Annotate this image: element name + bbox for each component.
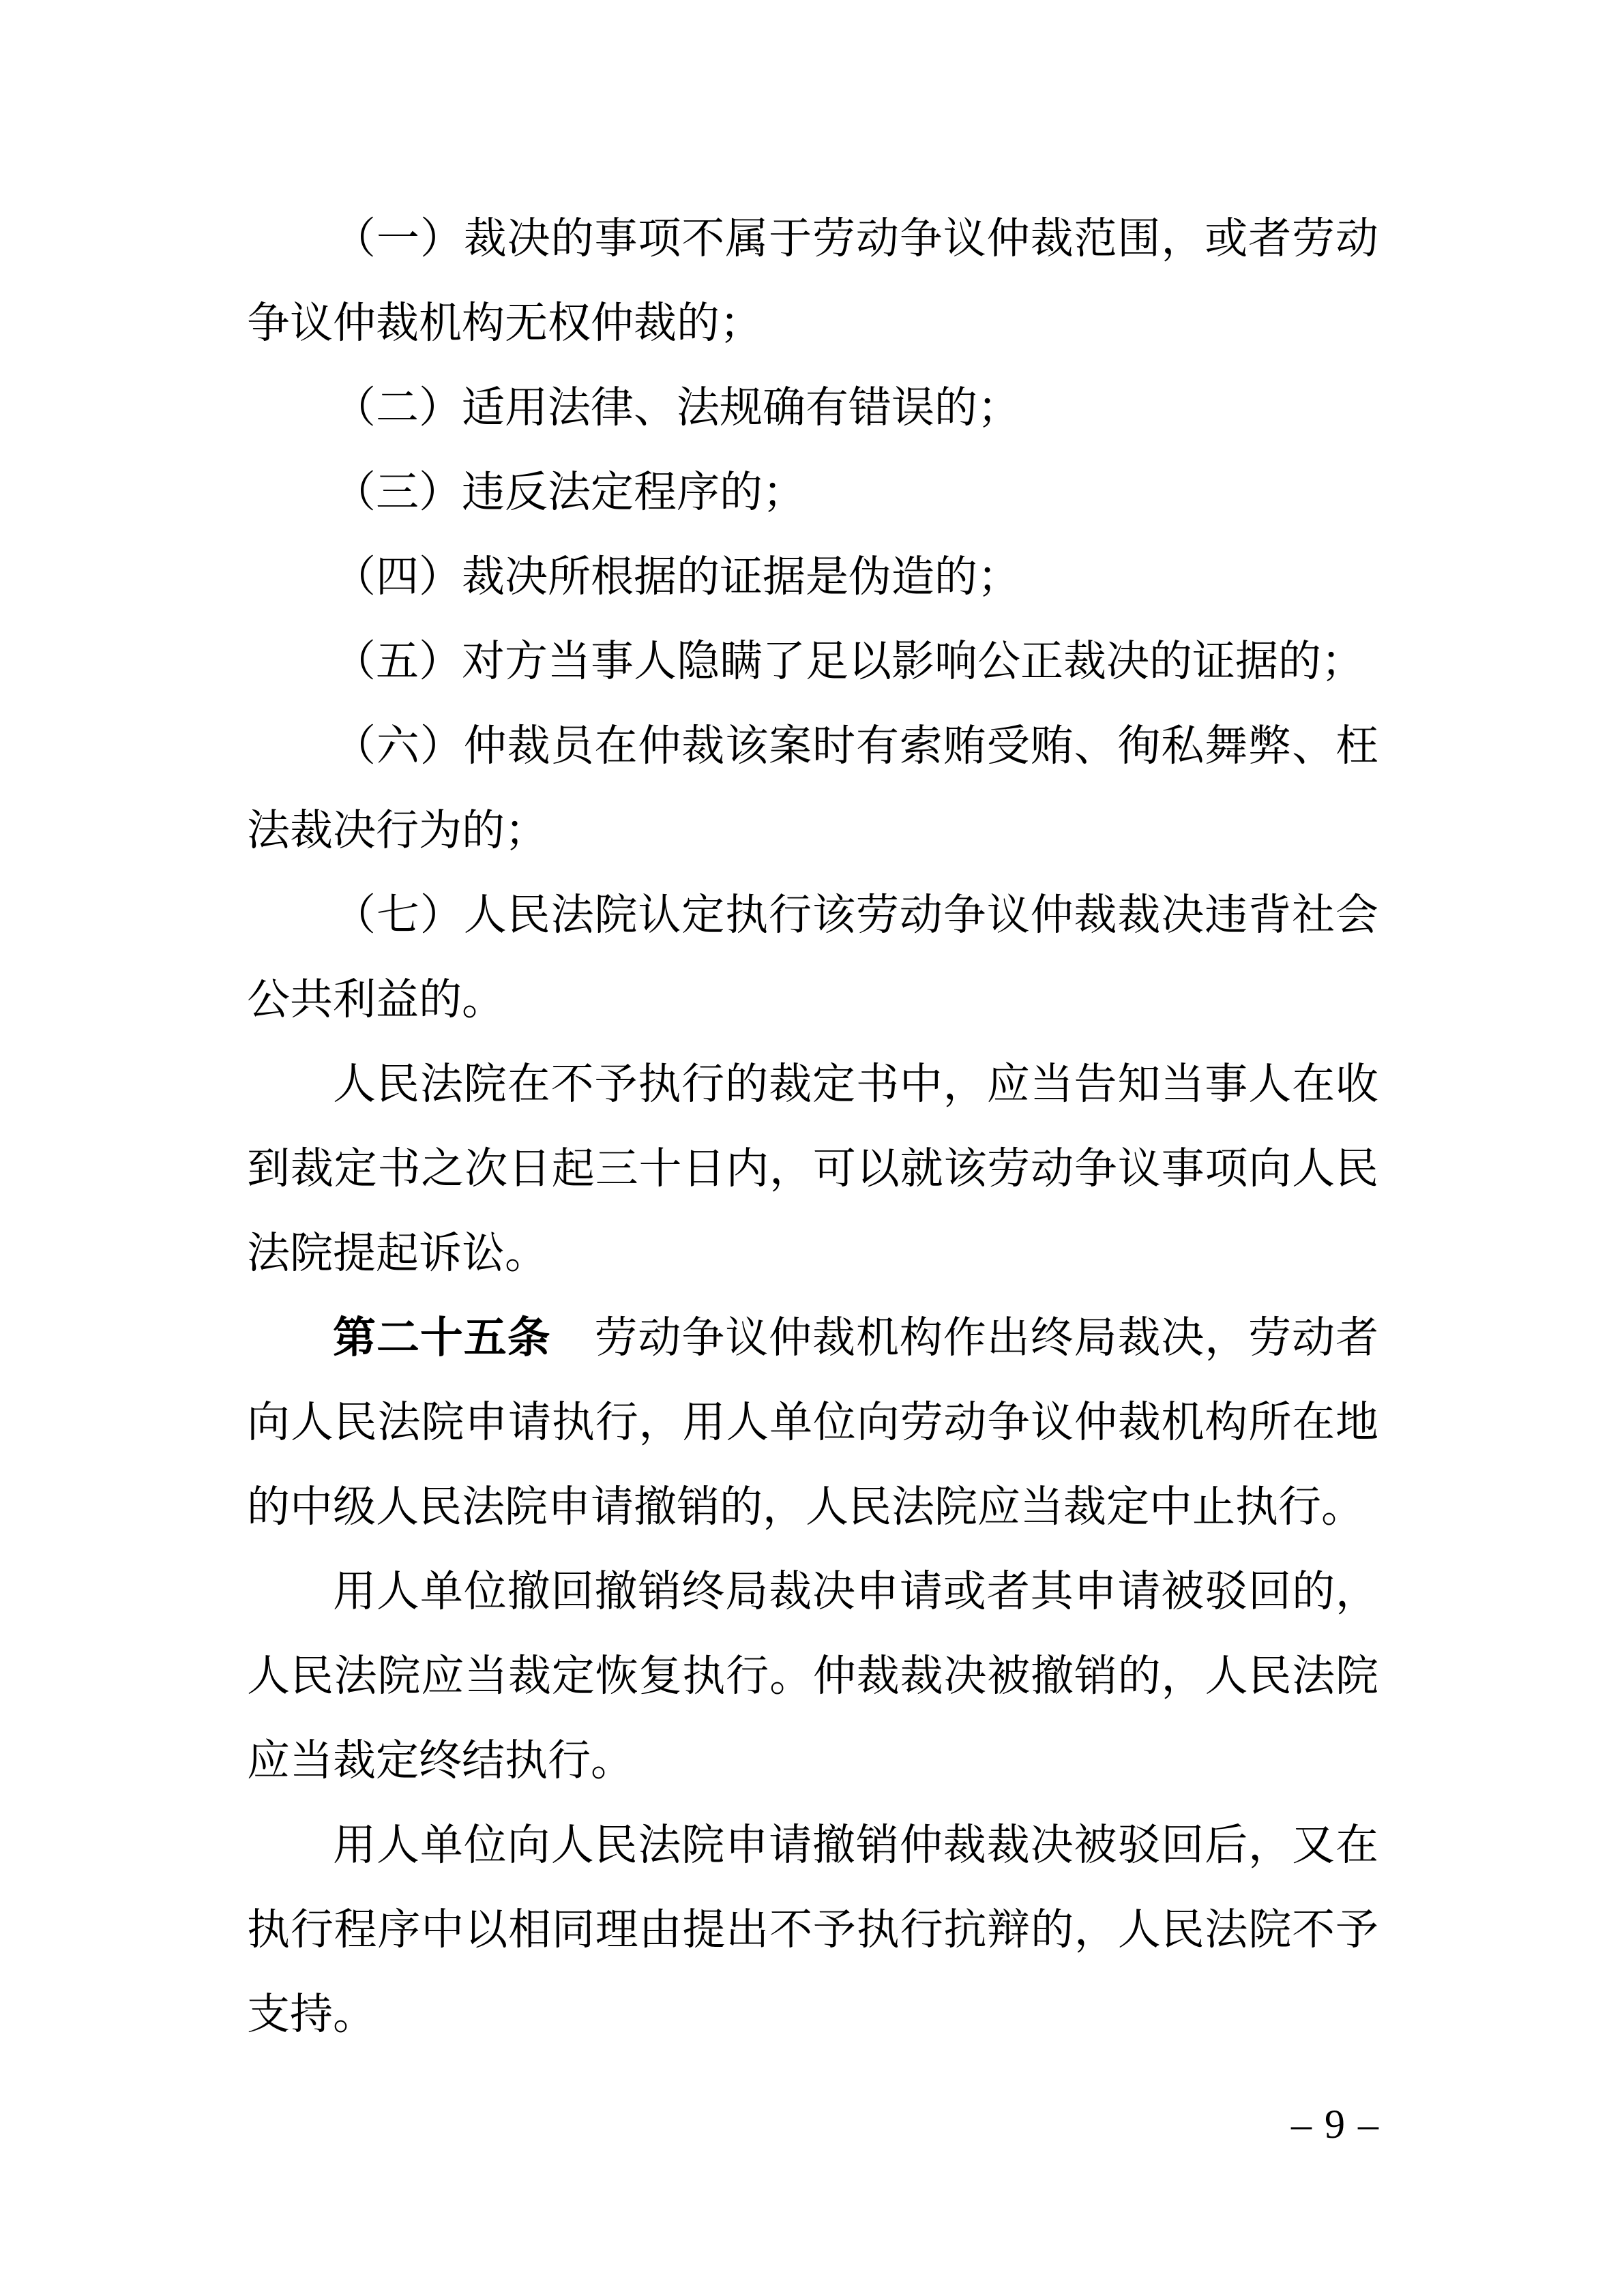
clause-text: （二）适用法律、法规确有错误的；	[333, 384, 1020, 432]
paragraph-text: 人民法院在不予执行的裁定书中，应当告知当事人在收到裁定书之次日起三十日内，可以就该劳动争议事项向人民法院提起诉讼。	[247, 1060, 1378, 1277]
clause-item-1	[247, 196, 1378, 366]
clause-text: （四）裁决所根据的证据是伪造的；	[333, 553, 1020, 601]
paragraph-text: 劳动争议仲裁机构作出终局裁决，劳动者向人民法院申请执行，用人单位向劳动争议仲裁机构所在地的中级人民法院申请撤销的，人民法院应当裁定中止执行。	[247, 1314, 1379, 1531]
clause-item-7	[247, 873, 1378, 1042]
paragraph-text: 用人单位撤回撤销终局裁决申请或者其申请被驳回的，人民法院应当裁定恢复执行。仲裁裁决被撤销的，人民法院应当裁定终结执行。	[247, 1568, 1378, 1785]
paragraph	[247, 1549, 1378, 1803]
clause-text: （七）人民法院认定执行该劳动争议仲裁裁决违背社会公共利益的。	[247, 891, 1378, 1024]
paragraph-text: 用人单位向人民法院申请撤销仲裁裁决被驳回后，又在执行程序中以相同理由提出不予执行抗辩的，人民法院不予支持。	[247, 1821, 1378, 2038]
page-number: – 9 –	[1291, 2102, 1380, 2147]
clause-text: （三）违反法定程序的；	[333, 468, 806, 516]
paragraph	[247, 1042, 1378, 1296]
article-25-paragraph	[247, 1296, 1378, 1549]
document-body	[247, 196, 1378, 2057]
clause-item-4	[247, 535, 1378, 619]
paragraph	[247, 1803, 1378, 2057]
clause-text: （六）仲裁员在仲裁该案时有索贿受贿、徇私舞弊、枉法裁决行为的；	[247, 722, 1378, 854]
clause-item-6	[247, 704, 1378, 873]
clause-text: （五）对方当事人隐瞒了足以影响公正裁决的证据的；	[333, 638, 1364, 685]
clause-item-5	[247, 619, 1378, 704]
clause-item-2	[247, 366, 1378, 450]
article-number: 第二十五条	[333, 1314, 551, 1362]
clause-text: （一）裁决的事项不属于劳动争议仲裁范围，或者劳动争议仲裁机构无权仲裁的；	[247, 215, 1378, 347]
clause-item-3	[247, 450, 1378, 535]
